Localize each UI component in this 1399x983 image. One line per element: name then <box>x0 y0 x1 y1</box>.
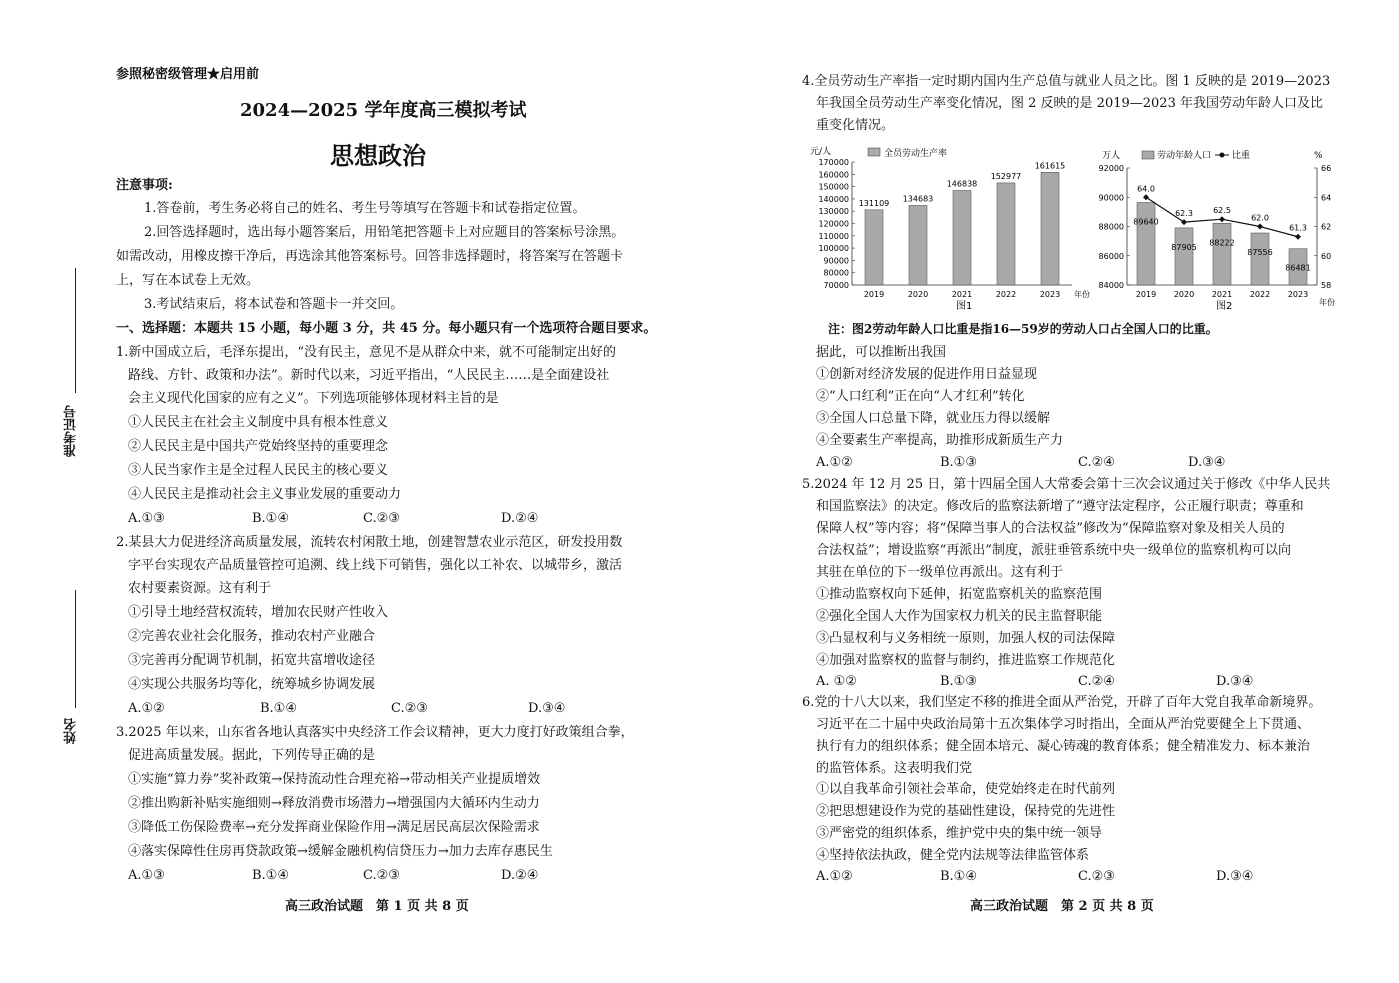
question-3-item: ③降低工伤保险费率→充分发挥商业保险作用→满足居民高层次保险需求 <box>128 820 540 835</box>
question-4-item: ④全要素生产率提高，助推形成新质生产力 <box>816 433 1064 448</box>
data-label: 131109 <box>858 198 890 208</box>
share-data-label: 64.0 <box>1137 184 1155 194</box>
question-4-option-c[interactable]: C.②④ <box>1078 455 1115 470</box>
section-heading: 一、选择题：本题共 15 小题，每小题 3 分，共 45 分。每小题只有一个选项符合题目要求。 <box>116 321 657 336</box>
legend-swatch <box>1142 151 1154 159</box>
question-2-stem: 2.某县大力促进经济高质量发展，流转农村闲散土地，创建智慧农业示范区，研发投用数 <box>116 535 623 550</box>
question-3-item: ④落实保障性住房再贷款政策→缓解金融机构信贷压力→加力去库存惠民生 <box>128 844 553 859</box>
question-6-option-c[interactable]: C.②③ <box>1078 869 1115 884</box>
share-data-label: 62.5 <box>1213 206 1231 216</box>
x-tick-label: 2022 <box>995 290 1017 299</box>
question-2-item: ④实现公共服务均等化，统筹城乡协调发展 <box>128 677 376 692</box>
question-5-item: ②强化全国人大作为国家权力机关的民主监督职能 <box>816 609 1103 624</box>
question-6-item: ④坚持依法执政，健全党内法规等法律监管体系 <box>816 848 1090 863</box>
chart-caption: 图1 <box>956 301 973 312</box>
question-4-item: ②“人口红利”正在向“人才红利”转化 <box>816 389 1025 404</box>
share-data-label: 62.3 <box>1175 209 1193 219</box>
question-5-stem: 5.2024 年 12 月 25 日，第十四届全国人大常委会第十三次会议通过关于修改《中华人民共 <box>802 477 1331 492</box>
bar <box>1041 172 1059 285</box>
left-axis-unit: 万人 <box>1102 151 1121 161</box>
exam-title: 2024—2025 学年度高三模拟考试 <box>240 100 527 121</box>
y-tick-label: 100000 <box>818 244 849 254</box>
question-1-stem: 会主义现代化国家的应有之义”。下列选项能够体现材料主旨的是 <box>128 391 499 406</box>
x-tick-label: 2022 <box>1249 290 1271 299</box>
bar-data-label: 89640 <box>1133 217 1159 227</box>
question-2-option-c[interactable]: C.②③ <box>391 701 428 716</box>
exam-number-label: 准考证号 <box>64 405 79 457</box>
x-axis-unit: 年份 <box>1319 298 1335 307</box>
question-5-item: ①推动监察权向下延伸，拓宽监察机关的监察范围 <box>816 587 1103 602</box>
x-tick-label: 2023 <box>1039 290 1061 299</box>
question-3-option-a[interactable]: A.①③ <box>128 868 165 883</box>
question-5-option-a[interactable]: A. ①② <box>816 674 857 689</box>
question-5-item: ③凸显权利与义务相统一原则，加强人权的司法保障 <box>816 631 1116 646</box>
subject-title: 思想政治 <box>330 141 426 170</box>
x-axis-unit: 年份 <box>1074 290 1090 299</box>
question-5-stem: 合法权益”；增设监察“再派出”制度，派驻垂管系统中央一级单位的监察机构可以向 <box>816 543 1291 558</box>
right-tick-label: 62 <box>1321 222 1332 232</box>
bar <box>865 210 883 285</box>
share-point <box>1219 216 1225 222</box>
question-5-item: ④加强对监察权的监督与制约，推进监察工作规范化 <box>816 653 1116 668</box>
y-tick-label: 90000 <box>823 256 849 266</box>
y-tick-label: 110000 <box>818 231 849 241</box>
data-label: 146838 <box>946 179 978 189</box>
question-3-option-b[interactable]: B.①④ <box>252 868 289 883</box>
y-tick-label: 140000 <box>818 194 849 204</box>
share-point <box>1143 194 1149 200</box>
page-1-footer: 高三政治试题 第 1 页 共 8 页 <box>285 899 469 914</box>
question-1-option-d[interactable]: D.②④ <box>501 511 539 526</box>
x-tick-label: 2023 <box>1287 290 1309 299</box>
y-axis-unit: 元/人 <box>810 147 832 157</box>
legend-marker <box>1220 153 1225 158</box>
question-6-stem: 6.党的十八大以来，我们坚定不移的推进全面从严治党，开辟了百年大党自我革命新境界。 <box>802 695 1322 710</box>
question-4-option-b[interactable]: B.①③ <box>940 455 977 470</box>
bar <box>909 205 927 285</box>
chart-note: 注：图2劳动年龄人口比重是指16—59岁的劳动人口占全国人口的比重。 <box>828 322 1218 336</box>
exam-number-line <box>75 268 76 393</box>
question-1-stem: 1.新中国成立后，毛泽东提出，“没有民主，意见不是从群众中来，就不可能制定出好的 <box>116 345 617 360</box>
question-6-item: ①以自我革命引领社会革命，使党始终走在时代前列 <box>816 782 1116 797</box>
name-label: 姓名 <box>64 718 79 744</box>
right-tick-label: 60 <box>1321 251 1332 261</box>
question-6-stem: 执行有力的组织体系；健全固本培元、凝心铸魂的教育体系；健全精准发力、标本兼治 <box>816 739 1311 754</box>
x-tick-label: 2019 <box>1135 290 1157 299</box>
question-2-item: ①引导土地经营权流转，增加农民财产性收入 <box>128 605 389 620</box>
data-label: 134683 <box>902 194 934 204</box>
left-tick-label: 92000 <box>1098 164 1124 173</box>
question-2-option-d[interactable]: D.③④ <box>528 701 566 716</box>
notice-line: 2.回答选择题时，选出每小题答案后，用铅笔把答题卡上对应题目的答案标号涂黑。 <box>144 225 625 240</box>
share-point <box>1181 219 1187 225</box>
question-2-item: ③完善再分配调节机制，拓宽共富增收途径 <box>128 653 376 668</box>
question-4-option-d[interactable]: D.③④ <box>1188 455 1226 470</box>
question-2-option-a[interactable]: A.①② <box>128 701 165 716</box>
x-tick-label: 2019 <box>863 290 885 299</box>
question-5-stem: 保障人权”等内容；将“保障当事人的合法权益”修改为“保障监察对象及相关人员的 <box>816 521 1285 536</box>
question-4-stem: 4.全员劳动生产率指一定时期内国内生产总值与就业人员之比。图 1 反映的是 2019—2023 <box>802 74 1331 89</box>
legend-label: 全员劳动生产率 <box>884 149 948 159</box>
legend-label: 比重 <box>1232 151 1251 161</box>
left-tick-label: 88000 <box>1098 222 1124 232</box>
question-1-option-c[interactable]: C.②③ <box>363 511 400 526</box>
x-tick-label: 2020 <box>1173 290 1195 299</box>
question-3-stem: 3.2025 年以来，山东省各地认真落实中央经济工作会议精神，更大力度打好政策组合拳， <box>116 725 634 740</box>
share-point <box>1295 234 1301 240</box>
question-1-item: ①人民民主在社会主义制度中具有根本性意义 <box>128 415 389 430</box>
legend-label: 劳动年龄人口 <box>1157 151 1212 161</box>
legend-swatch <box>868 148 880 156</box>
question-6-stem: 习近平在二十届中央政治局第十五次集体学习时指出，全面从严治党要健全上下贯通、 <box>816 717 1311 732</box>
chart-figure-2 <box>1092 140 1342 320</box>
question-4-option-a[interactable]: A.①② <box>816 455 853 470</box>
chart-figure-1 <box>782 140 1090 320</box>
question-6-option-b[interactable]: B.①④ <box>940 869 977 884</box>
x-tick-label: 2021 <box>1211 290 1233 299</box>
right-tick-label: 66 <box>1321 164 1332 173</box>
question-4-stem: 年我国全员劳动生产率变化情况，图 2 反映的是 2019—2023 年我国劳动年龄人口及比 <box>816 96 1323 111</box>
bar-data-label: 87905 <box>1171 242 1197 252</box>
data-label: 161615 <box>1034 161 1066 171</box>
question-4-stem: 重变化情况。 <box>816 118 895 133</box>
y-tick-label: 170000 <box>818 158 849 167</box>
question-3-stem: 促进高质量发展。据此，下列传导正确的是 <box>128 748 376 763</box>
question-5-option-c[interactable]: C.②④ <box>1078 674 1115 689</box>
page-2-footer: 高三政治试题 第 2 页 共 8 页 <box>970 899 1154 914</box>
question-6-item: ③严密党的组织体系，维护党中央的集中统一领导 <box>816 826 1103 841</box>
right-tick-label: 64 <box>1321 193 1332 203</box>
y-tick-label: 150000 <box>818 182 849 192</box>
data-label: 152977 <box>990 171 1022 181</box>
question-5-stem: 其驻在单位的下一级单位再派出。这有利于 <box>816 565 1064 580</box>
question-1-option-a[interactable]: A.①③ <box>128 511 165 526</box>
question-4-item: ③全国人口总量下降，就业压力得以缓解 <box>816 411 1051 426</box>
bar-data-label: 86481 <box>1285 263 1311 273</box>
notice-line: 上，写在本试卷上无效。 <box>116 273 260 288</box>
question-2-item: ②完善农业社会化服务，推动农村产业融合 <box>128 629 376 644</box>
notice-line: 如需改动，用橡皮擦干净后，再选涂其他答案标号。回答非选择题时，将答案写在答题卡 <box>116 249 624 264</box>
question-4-lead: 据此，可以推断出我国 <box>816 345 947 360</box>
question-2-stem: 农村要素资源。这有利于 <box>128 581 272 596</box>
question-3-item: ①实施“算力券”奖补政策→保持流动性合理充裕→带动相关产业提质增效 <box>128 772 541 787</box>
y-tick-label: 160000 <box>818 170 849 180</box>
x-tick-label: 2021 <box>951 290 973 299</box>
bar <box>953 190 971 285</box>
left-tick-label: 84000 <box>1098 281 1124 290</box>
notice-title: 注意事项: <box>116 178 173 193</box>
question-6-option-d[interactable]: D.③④ <box>1216 869 1254 884</box>
question-1-item: ②人民民主是中国共产党始终坚持的重要理念 <box>128 439 389 454</box>
question-2-stem: 字平台实现农产品质量管控可追溯、线上线下可销售，强化以工补农、以城带乡，激活 <box>128 558 623 573</box>
confidential-label: 参照秘密级管理★启用前 <box>116 67 260 82</box>
question-4-item: ①创新对经济发展的促进作用日益显现 <box>816 367 1038 382</box>
question-3-item: ②推出购新补贴实施细则→释放消费市场潜力→增强国内大循环内生动力 <box>128 796 540 811</box>
right-tick-label: 58 <box>1321 281 1332 290</box>
bar-data-label: 88222 <box>1209 238 1235 248</box>
share-point <box>1257 224 1263 230</box>
bar <box>997 183 1015 285</box>
question-3-option-d[interactable]: D.②④ <box>501 868 539 883</box>
y-tick-label: 70000 <box>823 281 849 290</box>
question-6-item: ②把思想建设作为党的基础性建设，保持党的先进性 <box>816 804 1116 819</box>
y-tick-label: 130000 <box>818 207 849 217</box>
bar <box>1251 233 1269 285</box>
bar <box>1137 203 1155 285</box>
chart-caption: 图2 <box>1216 301 1233 312</box>
name-line <box>75 590 76 708</box>
x-tick-label: 2020 <box>907 290 929 299</box>
bar-data-label: 87556 <box>1247 247 1273 257</box>
question-1-item: ④人民民主是推动社会主义事业发展的重要动力 <box>128 487 402 502</box>
bar <box>1175 228 1193 285</box>
y-tick-label: 80000 <box>823 268 849 278</box>
question-5-stem: 和国监察法》的决定。修改后的监察法新增了“遵守法定程序，公正履行职责；尊重和 <box>816 499 1304 514</box>
share-data-label: 61.3 <box>1289 223 1307 233</box>
question-6-option-a[interactable]: A.①② <box>816 869 853 884</box>
question-1-stem: 路线、方针、政策和办法”。新时代以来，习近平指出，“人民民主……是全面建设社 <box>128 368 610 383</box>
notice-line: 3.考试结束后，将本试卷和答题卡一并交回。 <box>144 297 404 312</box>
share-data-label: 62.0 <box>1251 213 1269 223</box>
question-5-option-b[interactable]: B.①③ <box>940 674 977 689</box>
left-tick-label: 90000 <box>1098 193 1124 203</box>
right-axis-unit: % <box>1314 151 1323 161</box>
bar <box>1213 223 1231 285</box>
question-5-option-d[interactable]: D.③④ <box>1216 674 1254 689</box>
question-6-stem: 的监管体系。这表明我们党 <box>816 761 973 776</box>
question-1-option-b[interactable]: B.①④ <box>252 511 289 526</box>
y-tick-label: 120000 <box>818 219 849 229</box>
left-tick-label: 86000 <box>1098 251 1124 261</box>
question-3-option-c[interactable]: C.②③ <box>363 868 400 883</box>
question-1-item: ③人民当家作主是全过程人民民主的核心要义 <box>128 463 389 478</box>
question-2-option-b[interactable]: B.①④ <box>260 701 297 716</box>
notice-line: 1.答卷前，考生务必将自己的姓名、考生号等填写在答题卡和试卷指定位置。 <box>144 201 586 216</box>
